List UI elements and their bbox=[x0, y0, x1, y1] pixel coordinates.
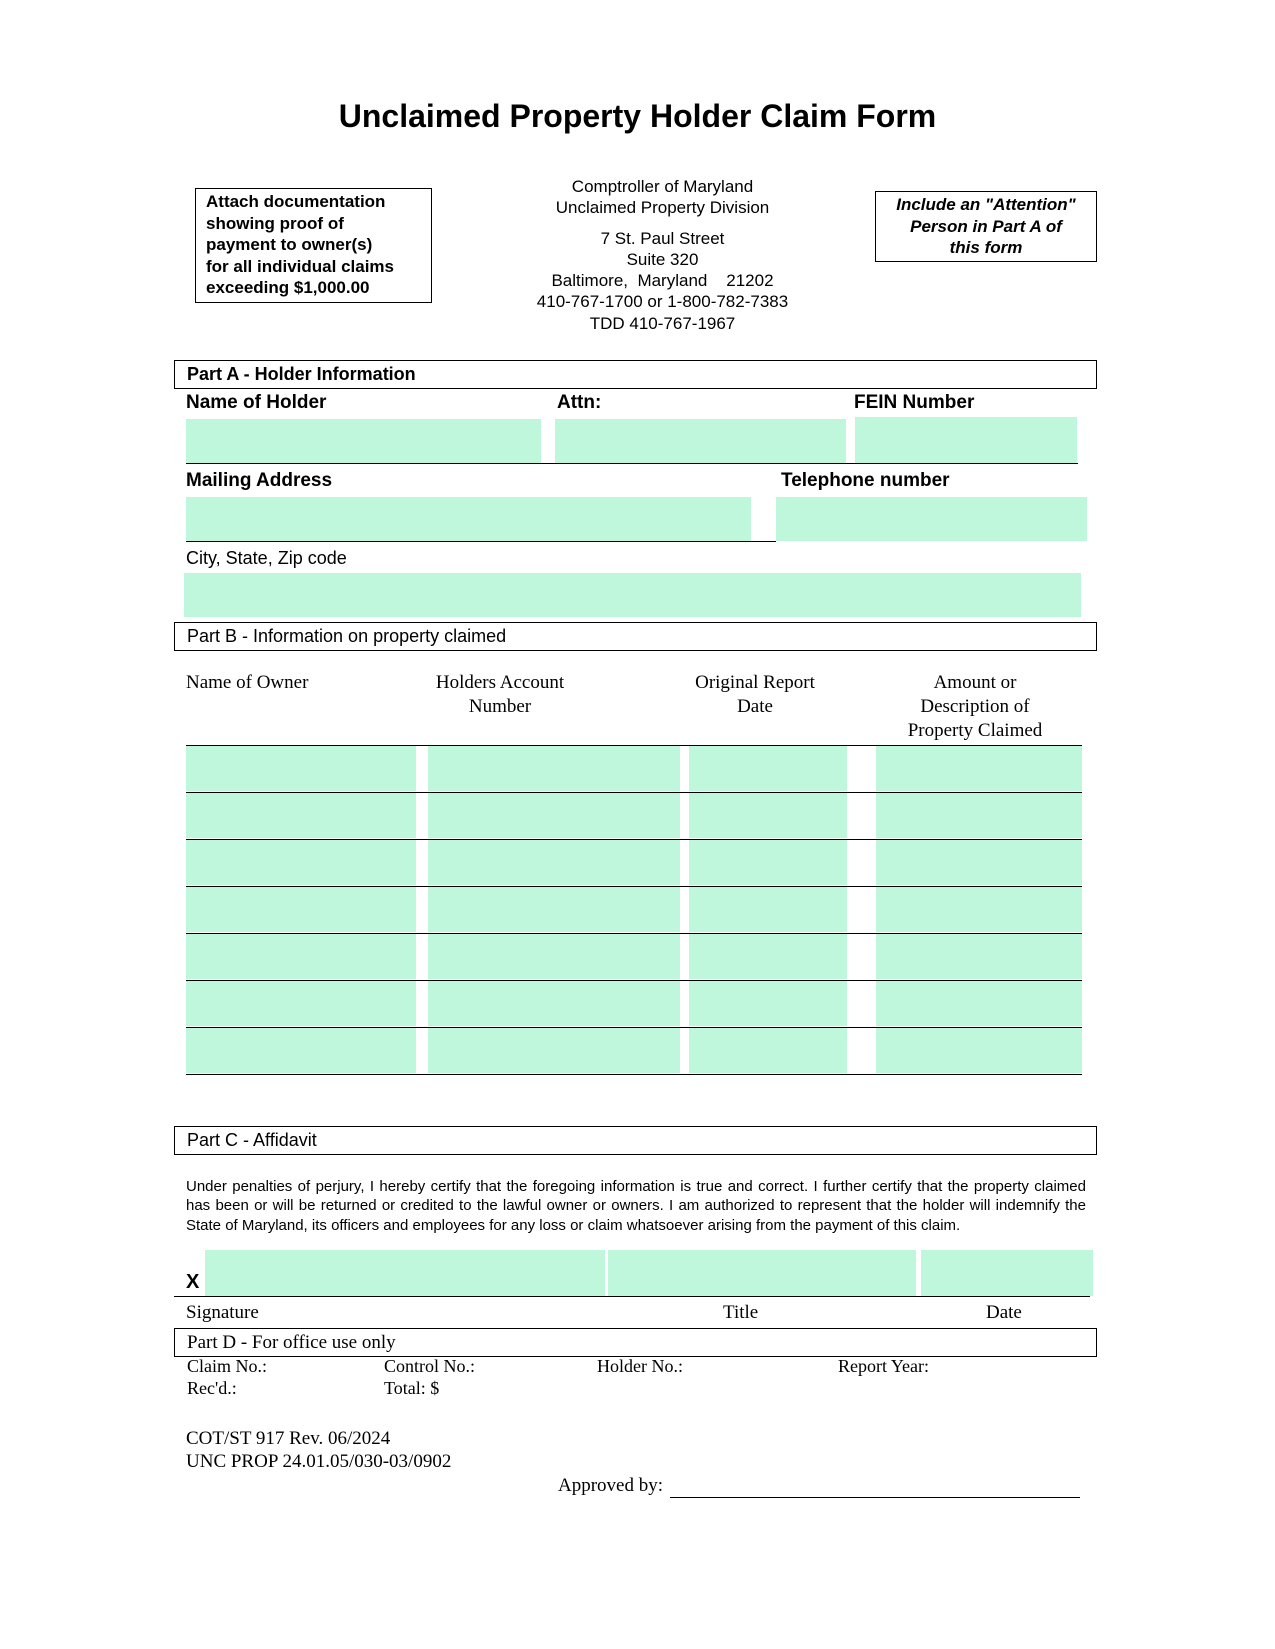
telephone-field[interactable] bbox=[776, 497, 1087, 541]
note-line: for all individual claims bbox=[206, 256, 394, 276]
address-line: 7 St. Paul Street bbox=[600, 228, 725, 248]
owner-name-field[interactable] bbox=[186, 981, 416, 1026]
fein-label: FEIN Number bbox=[854, 392, 975, 413]
address-line: 410-767-1700 or 1-800-782-7383 bbox=[536, 292, 789, 312]
form-number: COT/ST 917 Rev. 06/2024 bbox=[186, 1428, 391, 1449]
account-number-field[interactable] bbox=[428, 981, 680, 1026]
amount-field[interactable] bbox=[876, 793, 1082, 838]
col-line: Original Report bbox=[695, 672, 815, 693]
address-line: Unclaimed Property Division bbox=[555, 198, 770, 218]
note-line: showing proof of bbox=[206, 213, 344, 233]
report-date-field[interactable] bbox=[689, 887, 847, 932]
account-number-field[interactable] bbox=[428, 887, 680, 932]
mailing-address-label: Mailing Address bbox=[186, 470, 333, 491]
title-label: Title bbox=[723, 1302, 759, 1323]
attn-field[interactable] bbox=[555, 419, 846, 463]
col-line: Holders Account bbox=[435, 672, 565, 693]
owner-name-field[interactable] bbox=[186, 746, 416, 791]
divider bbox=[186, 463, 1078, 464]
col-line: Description of bbox=[920, 696, 1030, 717]
agency-address bbox=[500, 176, 825, 334]
note-line: this form bbox=[949, 238, 1023, 257]
divider bbox=[186, 541, 776, 542]
unc-prop-code: UNC PROP 24.01.05/030-03/0902 bbox=[186, 1451, 452, 1472]
owner-name-field[interactable] bbox=[186, 934, 416, 979]
address-line: Comptroller of Maryland bbox=[571, 177, 754, 196]
owner-name-field[interactable] bbox=[186, 1028, 416, 1073]
note-line: Include an "Attention" bbox=[896, 195, 1076, 214]
signature-line bbox=[174, 1296, 1090, 1297]
mailing-address-field[interactable] bbox=[186, 497, 751, 541]
approved-by-label: Approved by: bbox=[558, 1475, 664, 1496]
date-label: Date bbox=[986, 1302, 1022, 1323]
address-line: Baltimore, Maryland 21202 bbox=[551, 271, 774, 291]
note-line: exceeding $1,000.00 bbox=[206, 278, 370, 297]
report-date-field[interactable] bbox=[689, 981, 847, 1026]
name-of-holder-label: Name of Holder bbox=[186, 392, 327, 413]
recd-label: Rec'd.: bbox=[187, 1378, 237, 1398]
account-number-field[interactable] bbox=[428, 1028, 680, 1073]
account-number-field[interactable] bbox=[428, 840, 680, 885]
address-line: TDD 410-767-1967 bbox=[589, 313, 736, 333]
title-field[interactable] bbox=[608, 1250, 916, 1296]
account-number-field[interactable] bbox=[428, 793, 680, 838]
address-line: Suite 320 bbox=[626, 249, 699, 269]
col-report-date bbox=[675, 671, 835, 719]
signature-label: Signature bbox=[186, 1302, 259, 1323]
attn-label: Attn: bbox=[557, 392, 602, 413]
report-date-field[interactable] bbox=[689, 746, 847, 791]
form-title: Unclaimed Property Holder Claim Form bbox=[338, 98, 937, 134]
telephone-label: Telephone number bbox=[781, 470, 950, 491]
holder-no-label: Holder No.: bbox=[597, 1356, 683, 1376]
date-field[interactable] bbox=[921, 1250, 1093, 1296]
report-date-field[interactable] bbox=[689, 1028, 847, 1073]
note-line: Person in Part A of bbox=[910, 216, 1062, 236]
col-account-number bbox=[420, 671, 580, 719]
col-line: Number bbox=[468, 696, 532, 717]
documentation-note bbox=[195, 188, 432, 303]
part-b-header: Part B - Information on property claimed bbox=[174, 622, 1097, 651]
row-divider bbox=[186, 1074, 1082, 1075]
report-year-label: Report Year: bbox=[838, 1356, 929, 1376]
amount-field[interactable] bbox=[876, 1028, 1082, 1073]
col-line: Property Claimed bbox=[907, 720, 1043, 741]
amount-field[interactable] bbox=[876, 887, 1082, 932]
note-line: Attach documentation bbox=[206, 192, 386, 211]
attention-note bbox=[875, 191, 1097, 262]
part-d-header: Part D - For office use only bbox=[174, 1328, 1097, 1357]
city-state-zip-label: City, State, Zip code bbox=[186, 548, 347, 568]
claim-no-label: Claim No.: bbox=[187, 1356, 267, 1376]
col-line: Amount or bbox=[933, 672, 1017, 693]
approved-by-line bbox=[670, 1497, 1080, 1498]
account-number-field[interactable] bbox=[428, 746, 680, 791]
col-amount bbox=[890, 671, 1060, 743]
city-state-zip-field[interactable] bbox=[184, 573, 1081, 617]
owner-name-field[interactable] bbox=[186, 840, 416, 885]
col-line: Date bbox=[737, 696, 773, 717]
part-c-header: Part C - Affidavit bbox=[174, 1126, 1097, 1155]
amount-field[interactable] bbox=[876, 840, 1082, 885]
affidavit-text: Under penalties of perjury, I hereby certify that the foregoing information is true and correct. I further certify that the property claimed has been or will be returned or credited to the lawful owner or owners. I am authorized to represent that the holder will indemnify the State of Maryland, its officers and employees for any loss or claim whatsoever arising from the payment of this claim. bbox=[186, 1178, 1086, 1234]
account-number-field[interactable] bbox=[428, 934, 680, 979]
report-date-field[interactable] bbox=[689, 840, 847, 885]
holder-name-field[interactable] bbox=[186, 419, 541, 463]
total-label: Total: $ bbox=[384, 1378, 440, 1398]
col-owner-name: Name of Owner bbox=[186, 672, 309, 693]
amount-field[interactable] bbox=[876, 934, 1082, 979]
report-date-field[interactable] bbox=[689, 793, 847, 838]
owner-name-field[interactable] bbox=[186, 793, 416, 838]
part-a-header: Part A - Holder Information bbox=[174, 360, 1097, 389]
note-line: payment to owner(s) bbox=[206, 235, 373, 254]
owner-name-field[interactable] bbox=[186, 887, 416, 932]
signature-x-mark: X bbox=[186, 1271, 200, 1293]
control-no-label: Control No.: bbox=[384, 1356, 476, 1376]
fein-field[interactable] bbox=[855, 417, 1077, 463]
amount-field[interactable] bbox=[876, 981, 1082, 1026]
report-date-field[interactable] bbox=[689, 934, 847, 979]
signature-field[interactable] bbox=[205, 1250, 605, 1296]
amount-field[interactable] bbox=[876, 746, 1082, 791]
